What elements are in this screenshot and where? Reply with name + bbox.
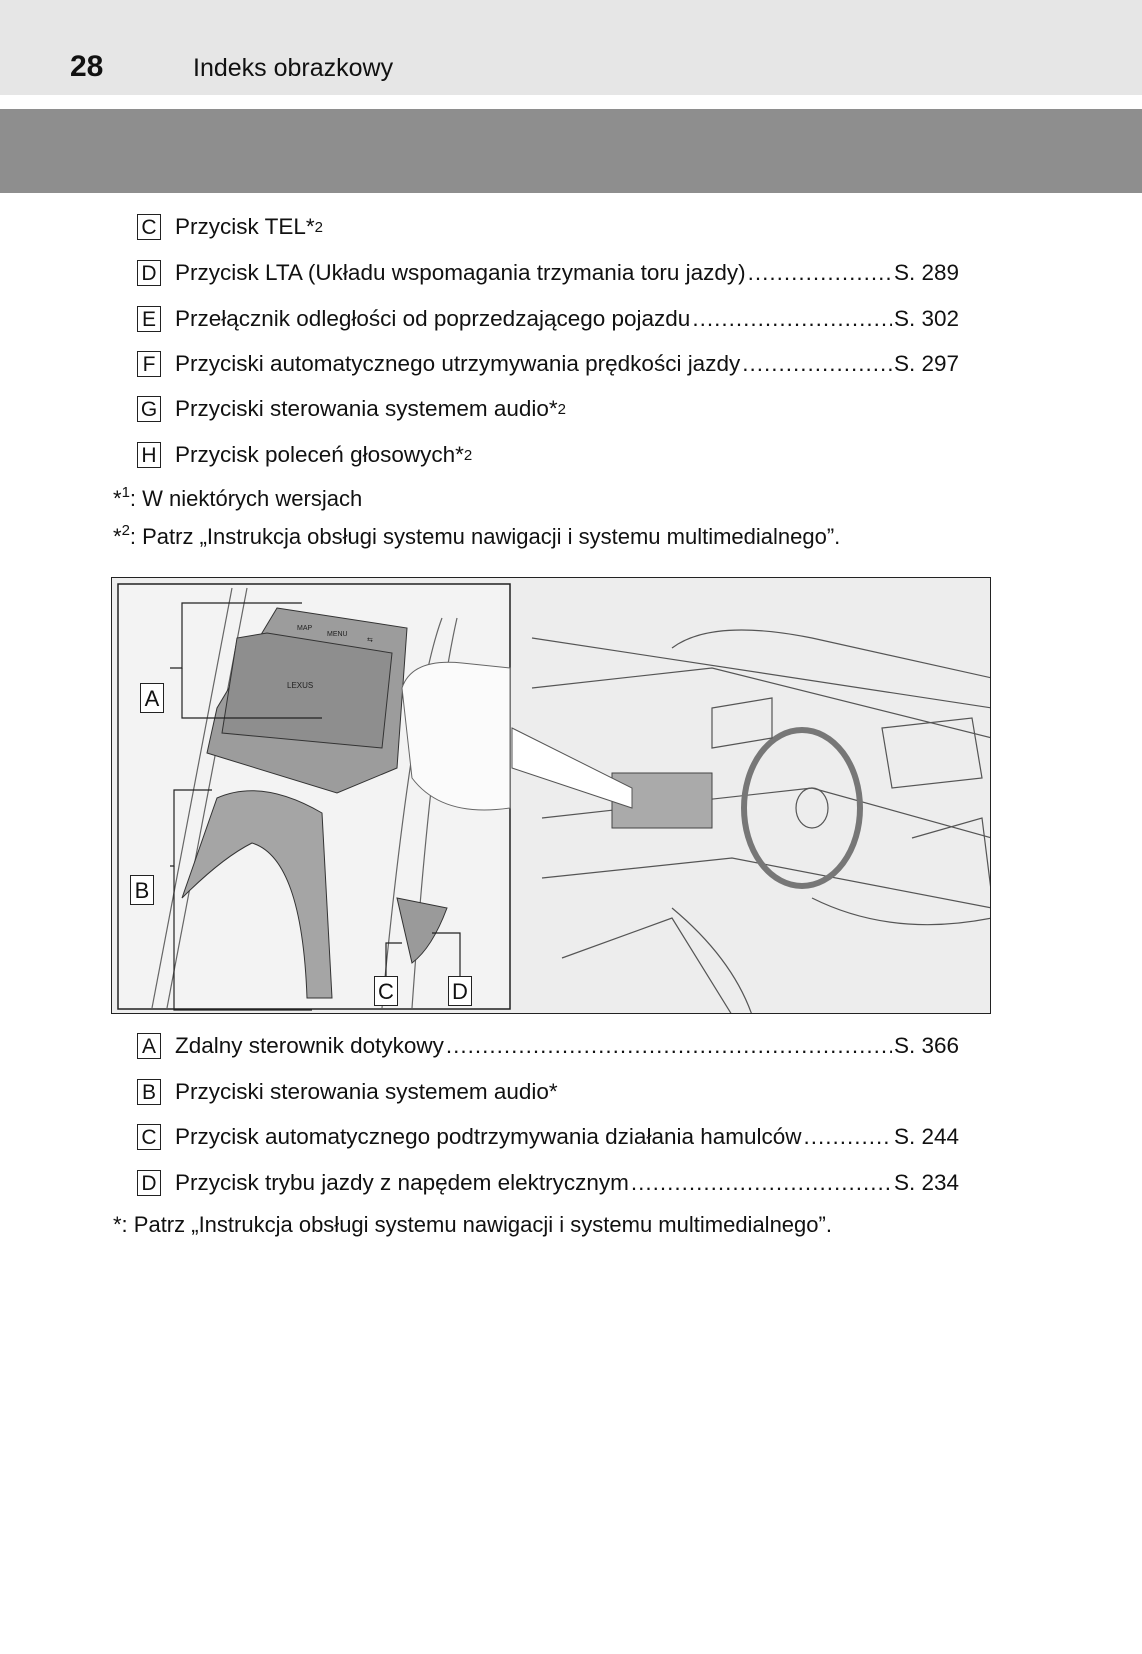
footnote-ref: 2	[557, 400, 566, 418]
page-ref[interactable]: S. 234	[893, 1170, 959, 1195]
leader-dots	[742, 351, 892, 377]
leader-dots	[631, 1170, 892, 1196]
item-label: Przyciski automatycznego utrzymywania prędkości jazdy	[175, 351, 741, 376]
item-key: C	[137, 214, 161, 240]
callout-d: D	[448, 976, 472, 1006]
footnote-mark: *	[113, 524, 122, 549]
item-label: Przycisk poleceń głosowych*	[175, 442, 464, 467]
page-ref[interactable]: S. 289	[893, 260, 959, 285]
footnote-text: : W niektórych wersjach	[129, 486, 363, 511]
list-item-c-tel	[137, 212, 959, 242]
footnote-mark: *	[113, 486, 122, 511]
item-key: D	[137, 260, 161, 286]
section-band	[0, 109, 1142, 193]
interior-drawing	[112, 578, 991, 1014]
leader-dots	[748, 260, 892, 286]
list-item-g-audio	[137, 394, 959, 424]
page-ref[interactable]: S. 366	[893, 1033, 959, 1058]
footnote-1	[113, 484, 362, 512]
item-label: Przyciski sterowania systemem audio*	[175, 1079, 558, 1104]
item-label: Przycisk LTA (Układu wspomagania trzymania toru jazdy)	[175, 260, 746, 285]
page-ref[interactable]: S. 297	[893, 351, 959, 376]
page-ref[interactable]: S. 244	[893, 1124, 959, 1149]
callout-c: C	[374, 976, 398, 1006]
list-item-d-ev-mode	[137, 1168, 959, 1198]
footnote-ref: 2	[314, 218, 323, 236]
item-key: D	[137, 1170, 161, 1196]
item-key: G	[137, 396, 161, 422]
footnote-number: 1	[121, 484, 130, 501]
pad-button-map: MAP	[297, 625, 313, 632]
page-number: 28	[70, 50, 104, 83]
footnote-ref: 2	[463, 446, 473, 464]
item-label: Przycisk automatycznego podtrzymywania działania hamulców	[175, 1124, 802, 1149]
item-label: Przycisk TEL*	[175, 214, 315, 239]
footnote-number: 2	[121, 522, 130, 539]
footnote-text: : Patrz „Instrukcja obsługi systemu nawigacji i systemu multimedialnego”.	[129, 524, 841, 549]
callout-a: A	[140, 683, 164, 713]
page-ref[interactable]: S. 302	[893, 306, 959, 331]
list-item-f-cruise	[137, 349, 959, 379]
list-item-b-audio	[137, 1077, 959, 1107]
list-item-c-brake-hold	[137, 1122, 959, 1152]
item-label: Przycisk trybu jazdy z napędem elektrycznym	[175, 1170, 629, 1195]
item-label: Przyciski sterowania systemem audio*	[175, 396, 558, 421]
item-key: H	[137, 442, 161, 468]
pad-logo: LEXUS	[287, 681, 314, 690]
header-bar	[0, 0, 1142, 95]
leader-dots	[692, 306, 892, 332]
item-key: F	[137, 351, 161, 377]
item-label: Zdalny sterownik dotykowy	[175, 1033, 444, 1058]
item-key: E	[137, 306, 161, 332]
item-key: C	[137, 1124, 161, 1150]
list-item-e-distance	[137, 304, 959, 334]
list-item-h-voice	[137, 440, 959, 470]
pad-button-menu: MENU	[327, 631, 348, 638]
leader-dots	[804, 1124, 892, 1150]
list-item-d-lta	[137, 258, 959, 288]
item-label: Przełącznik odległości od poprzedzającego pojazdu	[175, 306, 691, 331]
pad-button-back: ⇆	[367, 637, 373, 644]
list-item-a-touchpad	[137, 1031, 959, 1061]
footnote-lower: *: Patrz „Instrukcja obsługi systemu nawigacji i systemu multimedialnego”.	[113, 1212, 832, 1237]
item-key: B	[137, 1079, 161, 1105]
leader-dots	[446, 1033, 892, 1059]
console-illustration	[111, 577, 991, 1014]
footnote-2	[113, 522, 840, 550]
item-key: A	[137, 1033, 161, 1059]
section-title: Indeks obrazkowy	[193, 54, 394, 82]
callout-b: B	[130, 875, 154, 905]
